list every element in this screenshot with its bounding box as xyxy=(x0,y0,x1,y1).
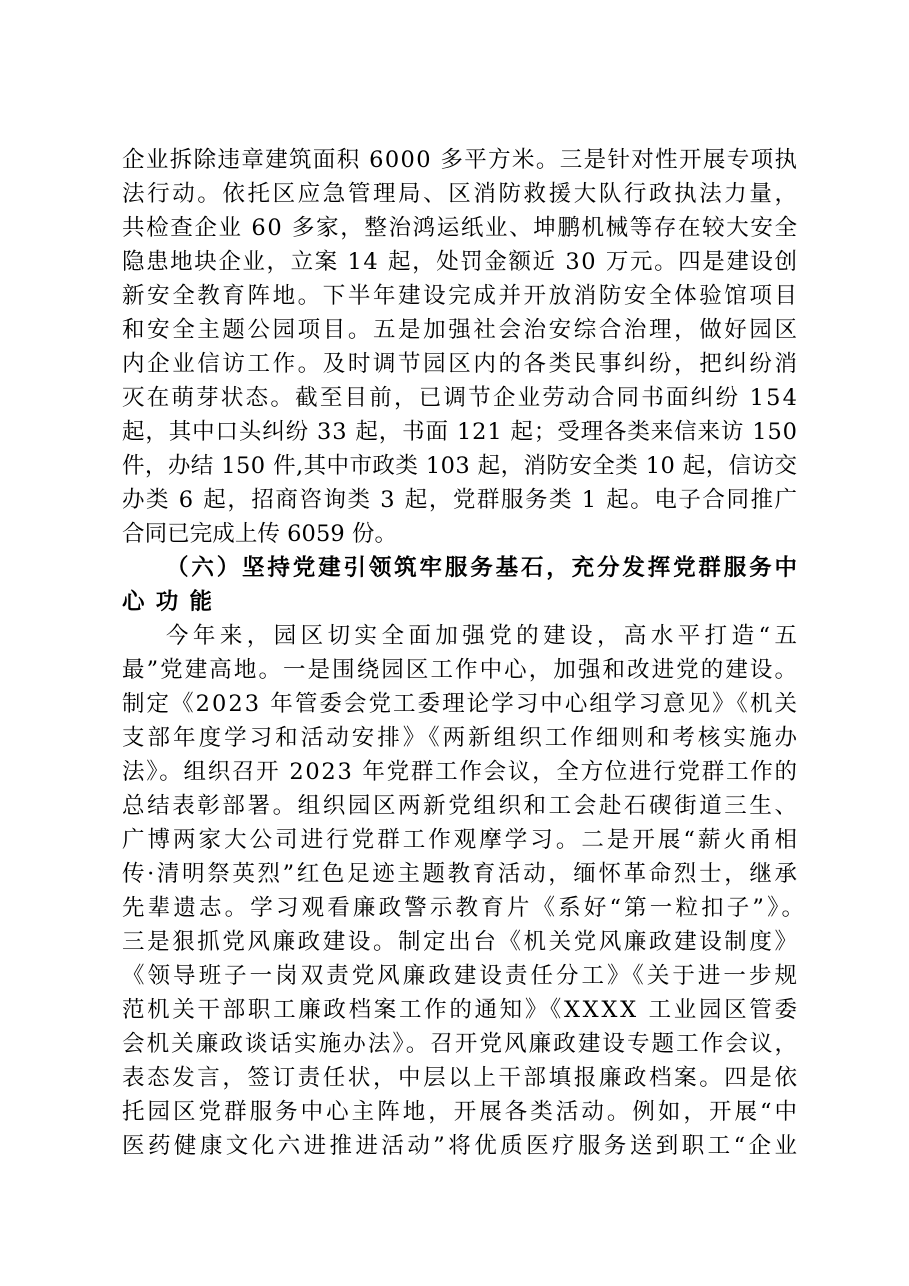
body-line: 广博两家大公司进行党群工作观摩学习。二是开展“薪火甬相 xyxy=(122,827,801,853)
body-line: 最”党建高地。一是围绕园区工作中心，加强和改进党的建设。 xyxy=(122,657,800,683)
body-line: 传·清明祭英烈”红色足迹主题教育活动，缅怀革命烈士，继承 xyxy=(122,861,800,887)
body-line: 新安全教育阵地。下半年建设完成并开放消防安全体验馆项目 xyxy=(122,283,800,309)
section-heading: （六）坚持党建引领筑牢服务基石，充分发挥党群服务中 xyxy=(166,555,800,581)
body-line: 共检查企业 60 多家，整治鸿运纸业、坤鹏机械等存在较大安全 xyxy=(122,215,799,241)
body-line: 件，办结 150 件,其中市政类 103 起，消防安全类 10 起，信访交 xyxy=(122,453,798,479)
body-line: 支部年度学习和活动安排》《两新组织工作细则和考核实施办 xyxy=(122,725,801,751)
body-line: 表态发言，签订责任状，中层以上干部填报廉政档案。四是依 xyxy=(122,1065,800,1091)
body-line: 合同已完成上传 6059 份。 xyxy=(122,521,398,547)
body-line: 企业拆除违章建筑面积 6000 多平方米。三是针对性开展专项执 xyxy=(122,147,799,173)
body-line: 今年来，园区切实全面加强党的建设，高水平打造“五 xyxy=(166,623,802,649)
body-line: 制定《2023 年管委会党工委理论学习中心组学习意见》《机关 xyxy=(122,691,800,717)
body-line: 三是狠抓党风廉政建设。制定出台《机关党风廉政建设制度》 xyxy=(122,929,800,955)
body-line: 总结表彰部署。组织园区两新党组织和工会赴石碶街道三生、 xyxy=(122,793,800,819)
body-line: 先辈遗志。学习观看廉政警示教育片《系好“第一粒扣子”》。 xyxy=(122,895,808,921)
body-line: 《领导班子一岗双责党风廉政建设责任分工》《关于进一步规 xyxy=(122,963,801,989)
body-line: 会机关廉政谈话实施办法》。召开党风廉政建设专题工作会议， xyxy=(122,1031,800,1057)
body-line: 范机关干部职工廉政档案工作的通知》《XXXX 工业园区管委 xyxy=(122,997,800,1023)
body-line: 托园区党群服务中心主阵地，开展各类活动。例如，开展“中 xyxy=(122,1099,801,1125)
body-line: 和安全主题公园项目。五是加强社会治安综合治理，做好园区 xyxy=(122,317,800,343)
body-line: 灭在萌芽状态。截至目前，已调节企业劳动合同书面纠纷 154 xyxy=(122,385,800,411)
body-line: 隐患地块企业，立案 14 起，处罚金额近 30 万元。四是建设创 xyxy=(122,249,799,275)
body-line: 医药健康文化六进推进活动”将优质医疗服务送到职工“企业 xyxy=(122,1133,801,1159)
body-line: 起，其中口头纠纷 33 起，书面 121 起；受理各类来信来访 150 xyxy=(122,419,798,445)
body-line: 办类 6 起，招商咨询类 3 起，党群服务类 1 起。电子合同推广 xyxy=(122,487,799,513)
section-heading: 心功能 xyxy=(122,589,224,615)
body-line: 法》。组织召开 2023 年党群工作会议，全方位进行党群工作的 xyxy=(122,759,799,785)
body-line: 内企业信访工作。及时调节园区内的各类民事纠纷，把纠纷消 xyxy=(122,351,800,377)
body-line: 法行动。依托区应急管理局、区消防救援大队行政执法力量， xyxy=(122,181,800,207)
